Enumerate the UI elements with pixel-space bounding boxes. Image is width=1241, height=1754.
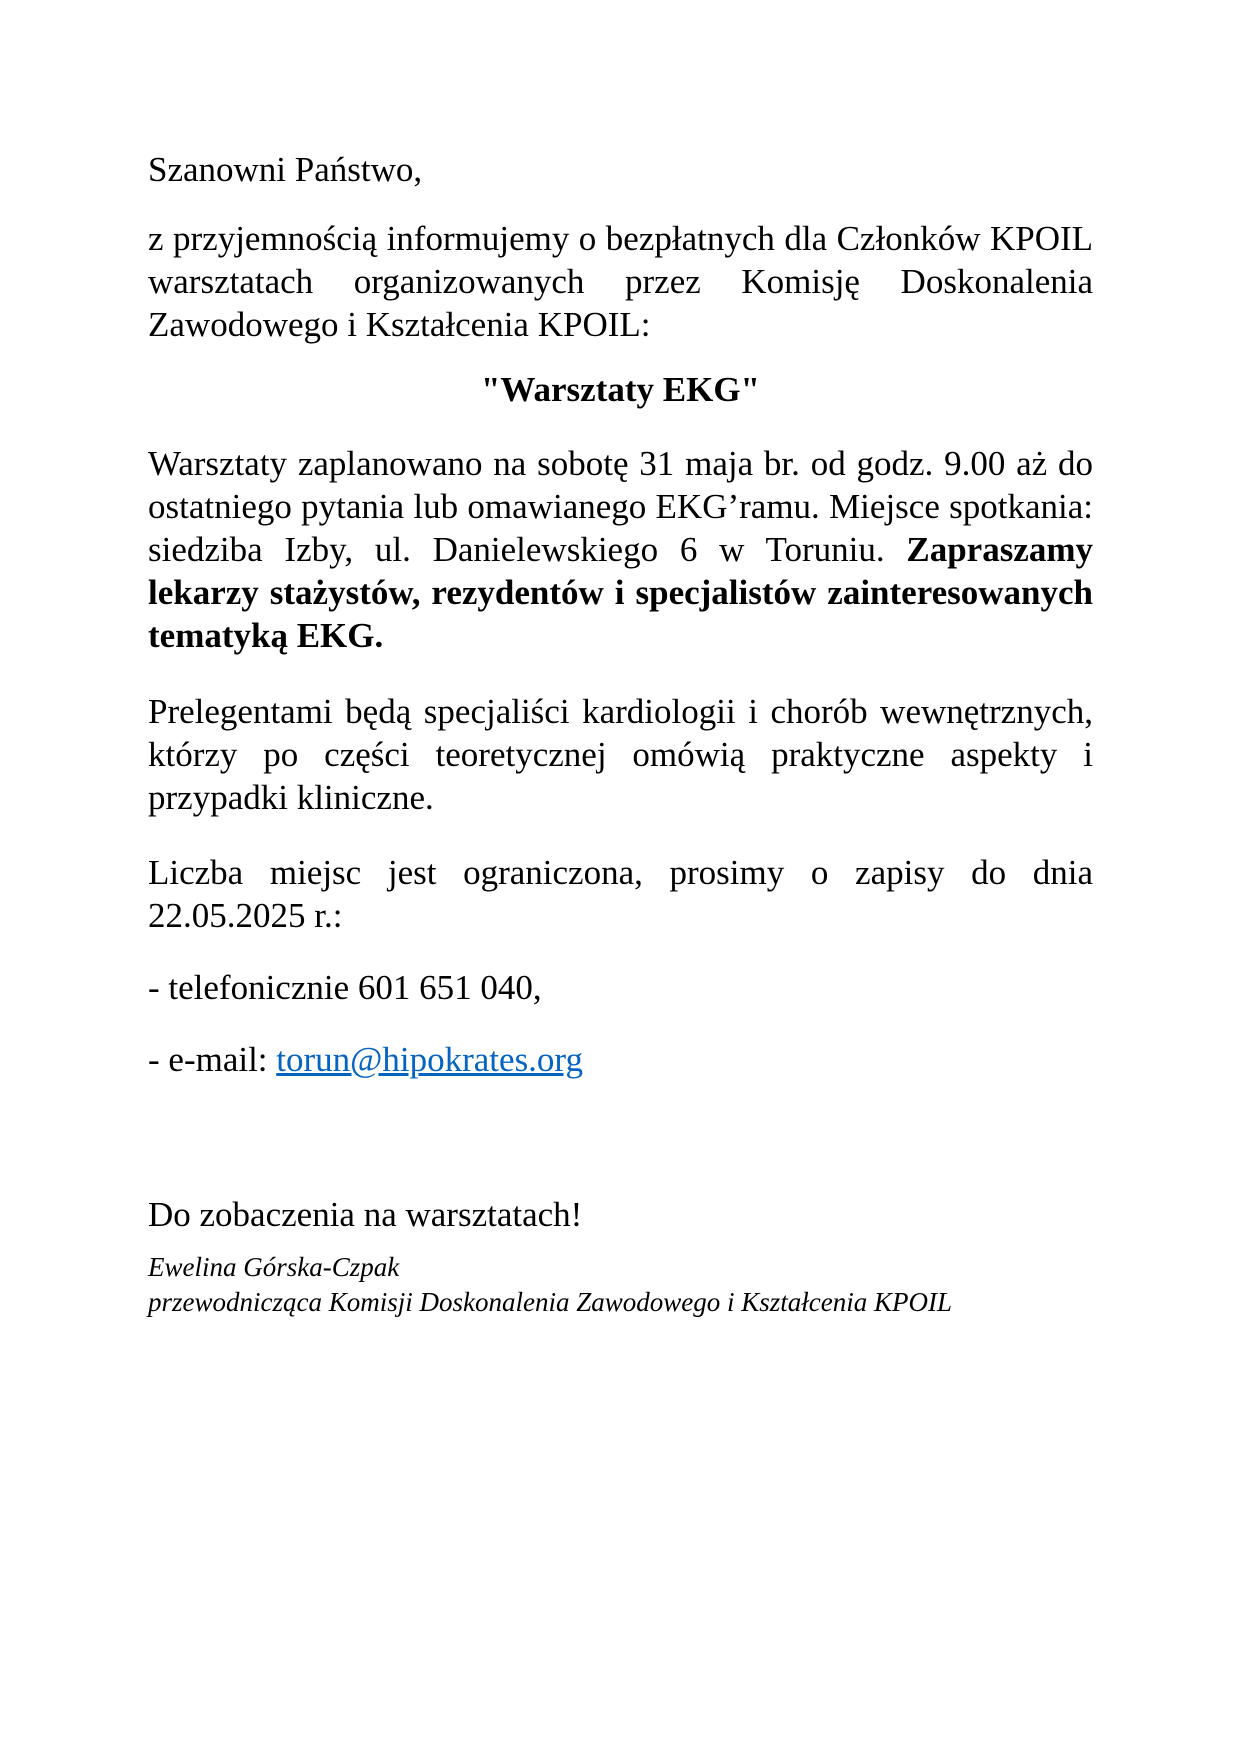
signature-block (148, 1250, 1093, 1320)
greeting: Szanowni Państwo, (148, 150, 423, 189)
phone-line: - telefonicznie 601 651 040, (148, 968, 542, 1007)
invitation-bold-text: Zapraszamy lekarzy stażystów, rezydentów i specjalistów zainteresowanych tematyką EKG. (148, 530, 1093, 655)
signature-role: przewodnicząca Komisji Doskonalenia Zawodowego i Kształcenia KPOIL (148, 1287, 953, 1317)
details-text: Warsztaty zaplanowano na sobotę 31 maja br. od godz. 9.00 aż do ostatniego pytania lub omawianego EKG’ramu. Miejsce spotkania: siedziba Izby, ul. Danielewskiego 6 w Toruniu. (148, 444, 1093, 569)
signature-name: Ewelina Górska-Czpak (148, 1252, 400, 1282)
speakers-paragraph: Prelegentami będą specjaliści kardiologii i chorób wewnętrznych, którzy po części teoretycznej omówią praktyczne aspekty i przypadki kliniczne. (148, 692, 1093, 817)
capacity-paragraph: Liczba miejsc jest ograniczona, prosimy o zapisy do dnia 22.05.2025 r.: (148, 853, 1093, 935)
closing-line: Do zobaczenia na warsztatach! (148, 1195, 583, 1234)
intro-paragraph: z przyjemnością informujemy o bezpłatnych dla Członków KPOIL warsztatach organizowanych przez Komisję Doskonalenia Zawodowego i Kształcenia KPOIL: (148, 219, 1093, 344)
email-prefix: - e-mail: (148, 1040, 277, 1079)
workshop-title: "Warsztaty EKG" (481, 370, 760, 409)
email-line (148, 1038, 1093, 1081)
email-link[interactable]: torun@hipokrates.org (276, 1040, 583, 1079)
details-paragraph (148, 442, 1093, 657)
letter-body (148, 148, 1093, 1320)
